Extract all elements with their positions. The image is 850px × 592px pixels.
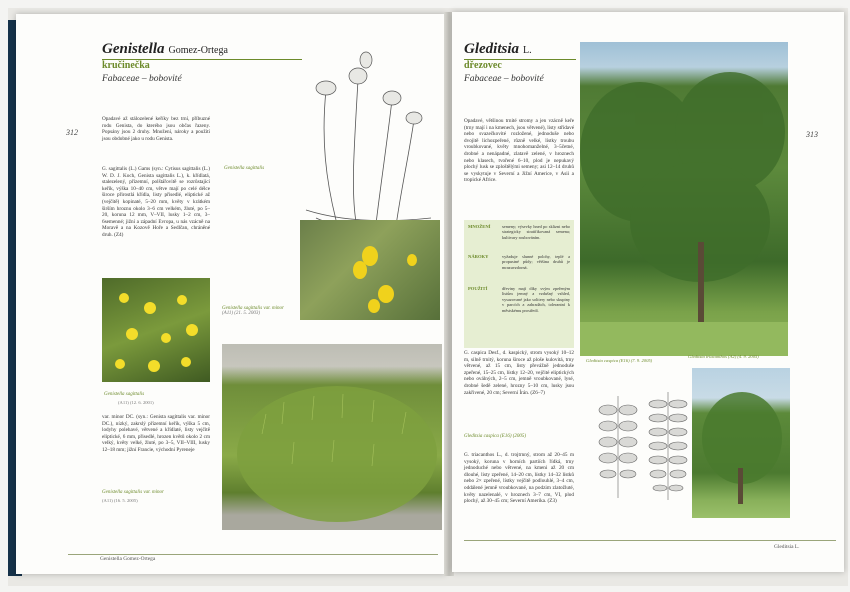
left-page-number: 312	[66, 128, 78, 137]
left-family: Fabaceae – bobovité	[102, 74, 182, 84]
right-family: Fabaceae – bobovité	[464, 74, 544, 84]
caption-mid-date: (A11) (21. 5. 2003)	[222, 311, 261, 316]
right-species-2-text: G. triacanthos L., d. trojtrnný, strom až 20–45 m vysoký, koruna v horních partiích řídká, trny jednoduché nebo větvené, na kmeni až 20 cm dlouhé, listy zpeřené, 14–20 cm, lístky 14–32 lístků nebo 2× zpeřené, lístky vejčitě podlouhlé, 3–4 cm, oddálené jemně vroubkované, na podzim zlatožluté, květy nazelenalé, v hroznech 3–7 cm, VI, plod plochý, až 30–45 cm; Severní Amerika. (Z3)	[464, 452, 574, 505]
left-footer-rule	[68, 554, 438, 555]
right-species-1-text: G. caspica Desf., d. kaspický, strom vysoký 10–12 m, silně trnitý, koruna široce až ploše kulovitá, trny větvené, až 15 cm, listy převážně jednoduše zpeřené, 15–25 cm, lístky 12–20, vejčité eliptických nebo oválných, 2–5 cm, jemně vroubkované, lysé, drobné šedě zelené, hrozny 5–10 cm, lusky jsou zakřivené, 20 cm; Severní Írán. (Z6–7)	[464, 350, 574, 396]
photo-cushion-plant	[222, 344, 442, 530]
right-genus: Gleditsia	[464, 41, 519, 57]
left-genus: Genistella	[102, 41, 165, 57]
leaf-drawing	[588, 386, 694, 506]
info-table	[464, 220, 574, 348]
caption-mid-photo	[222, 306, 296, 316]
caption-mid-name: Genistella sagittalis var. minor	[222, 306, 284, 311]
caption-small-photo-date: (A11) (12. 6. 2001)	[118, 400, 154, 405]
table-text-naroky: vyžaduje slunné polohy, teplé a propustné půdy; většina druhů je mrazuvzdorná.	[502, 254, 570, 270]
left-czech-name: kručinečka	[102, 60, 150, 71]
caption-bottom: Genistella sagittalis var. minor	[102, 490, 164, 495]
right-page-number: 313	[806, 130, 818, 139]
caption-bottom-date: (A11) (16. 5. 2005)	[102, 498, 138, 503]
photo-gleditsia-small-tree	[692, 368, 790, 518]
photo-gleditsia-tree	[580, 42, 788, 356]
right-czech-name: dřezovec	[464, 60, 502, 71]
photo-yellow-flowers-small	[102, 278, 210, 382]
botanical-drawing	[296, 40, 436, 234]
left-species-1-text: G. sagittalis (L.) Gams (syn.: Cytisus sagittalis (L.) W. D. J. Koch, Genista sagittalis L.), k. křídlatá, stalezelený, přízemní, polštářovitě se rozrůstající keřík, výška 10–40 cm, větve mají po celé délce široce přirostlá křídla, listy přisedlé, eliptické až (vejčitě) kopinaté, 5–20 mm, květy v krátkém širším hroznu okolo 3–6 cm velkém, žluté, po 5–20, koruna 12 mm, V–VII, lusky 1–2 cm, 3–6semenné; jižní a západní Evropa, u nás vzácně na Moravě a na Kozově Hoře a Sedlčan, chráněné druh. (Z4)	[102, 166, 210, 238]
left-intro-text: Opadavé až stálozelené keříky bez trní, příbuzné rodu Genista, do kterého jsou občas řazeny. Popsány jsou 2 druhy. Množení, nároky a použití jsou obdobné jako u rodu Genista.	[102, 116, 210, 142]
photo-yellow-flowers-large	[300, 220, 440, 320]
caption-green: Gleditsia caspica (E16) (2005)	[464, 434, 527, 439]
caption-drawing: Genistella sagittalis	[224, 166, 265, 171]
table-label-naroky: NÁROKY	[468, 254, 489, 259]
table-text-pouziti: dřeviny mají díky svým zpeřeným listům jemný a vzdušný vzhled, vysazované jako solitery nebo skupiny v parcích a zahradách, tolerantní k městskému prostředí.	[502, 286, 570, 313]
left-species-2-text: var. minor DC. (syn.: Genista sagittalis var. minor DC.), nízký, zakrslý přízemní keřík, výška 5 cm, lodyhy polehavé, větvené a křídlaté, listy vejčitě eliptické, 6 mm, přisedlé, hrozen květů okolo 2 cm velký, květy velké, žluté, po 3–5, VII–VIII, lusky 12–18 mm; jižní Francie, východní Pyreneje	[102, 414, 210, 453]
table-label-mnozeni: MNOŽENÍ	[468, 224, 491, 229]
caption-photo-right: Gleditsia triacanthos (A2) (4. 9. 2005)	[688, 354, 759, 359]
right-page	[452, 12, 844, 572]
left-page-title	[102, 40, 228, 58]
left-author: Gomez-Ortega	[168, 45, 228, 56]
table-label-pouziti: POUŽITÍ	[468, 286, 488, 291]
caption-photo-left: Gleditsia caspica (E16) (7. 9. 2005)	[586, 358, 653, 363]
right-page-title	[464, 40, 532, 58]
right-footer: Gleditsia L.	[774, 544, 800, 550]
right-footer-rule	[464, 540, 836, 541]
left-page	[16, 14, 446, 574]
right-intro-text: Opadavé, většinou trnité stromy a jen vzácně keře (trny mají i na kmenech, jsou větvené), listy střídavé nebo svazečkovité rozložené, jednoduše nebo dvojitě lichozpeřené, různě velké, lístky troubu vroubkované, květy mnohomanželné, 3–5četné, drobné a nenápadné, zlatavě zelené, v hroznech nebo klasech, tvořené 6–10, plod je nepukavý plochý lusk se zploštělými semeny; asi 12–14 druhů se vyskytuje v Severní a Jižní Americe, v Asii a tropické Africe.	[464, 118, 574, 184]
left-footer: Genistella Gomez-Ortega	[100, 556, 156, 562]
caption-small-photo: Genistella sagittalis	[104, 392, 145, 397]
right-author: L.	[523, 45, 532, 56]
table-text-mnozeni: semeny; výsevky hned po sklizni nebo strategicky stratifikovaná semena; kultivary roubováním.	[502, 224, 570, 240]
